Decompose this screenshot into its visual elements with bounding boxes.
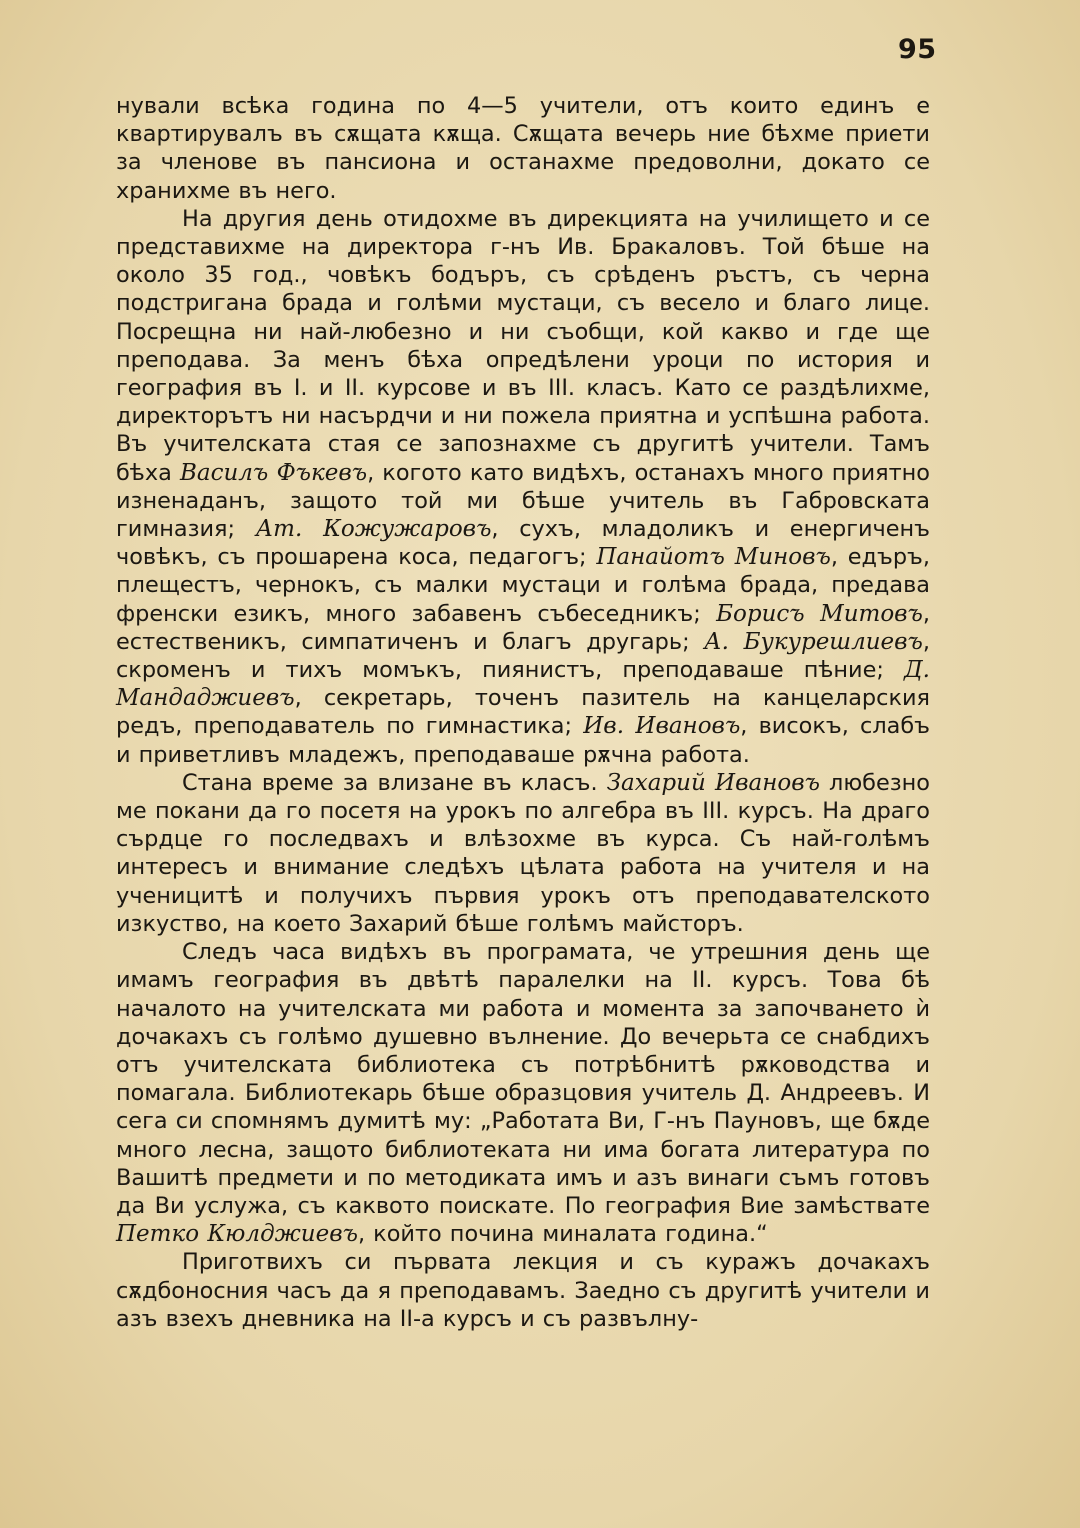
paragraph [116, 1248, 930, 1333]
teacher-name: Петко Кюлджиевъ [116, 1221, 358, 1248]
page-number: 95 [898, 34, 937, 65]
text-segment: Стана време за влизане въ класъ. [182, 769, 607, 796]
teacher-name: Панайотъ Миновъ [596, 544, 831, 571]
text-segment: нували всѣка година по 4—5 учители, отъ които единъ е квартирувалъ въ сѫщата кѫща. Сѫщата вечерь ние бѣхме приети за членове въ пансиона и останахме предоволни, докато се хранихме въ него. [116, 93, 930, 204]
teacher-name: Захарий Ивановъ [606, 769, 820, 796]
text-segment: , сухъ, младоликъ и енергиченъ човѣкъ, съ прошарена коса, педагогъ; [116, 516, 930, 571]
teacher-name: Василъ Фъкевъ [179, 459, 368, 486]
text-segment: Следъ часа видѣхъ въ програмата, че утрешния день ще имамъ география въ двѣтѣ паралелки на II. курсъ. Това бѣ началото на учителската ми работа и момента за започването ѝ дочакахъ съ голѣмо душевно вълнение. До вечерьта се снабдихъ отъ учителската библиотека съ потрѣбнитѣ рѫководства и помагала. Библиотекарь бѣше образцовия учитель Д. Андреевъ. И сега си спомнямъ думитѣ му: „Работата Ви, Г-нъ Пауновъ, ще бѫде много лесна, защото библиотеката ни има богата литература по Вашитѣ предмети и по методиката имъ и азъ винаги съмъ готовъ да Ви услужа, съ каквото поискате. По география Вие замѣствате [116, 939, 930, 1219]
text-segment: любезно ме покани да го посетя на урокъ по алгебра въ III. курсъ. На драго сърдце го последвахъ и влѣзохме въ курса. Съ най-голѣмъ интересъ и внимание следѣхъ цѣлата работа на учителя и на ученицитѣ и получихъ първия урокъ отъ преподавателското изкуство, на което Захарий бѣше голѣмъ майсторъ. [116, 769, 930, 937]
teacher-name: Ат. Кожужаровъ [255, 516, 492, 543]
paragraph [116, 205, 930, 769]
text-segment: На другия день отидохме въ дирекцията на училището и се представихме на директора г-нъ Ив. Бракаловъ. Той бѣше на около 35 год., човѣкъ бодъръ, съ срѣденъ ръстъ, съ черна подстригана брада и голѣми мустаци, съ весело и благо лице. Посрещна ни най-любезно и ни съобщи, кой какво и где ще преподава. За менъ бѣха опредѣлени уроци по история и география въ I. и II. курсове и въ III. класъ. Като се раздѣлихме, директорътъ ни насърдчи и ни пожела приятна и успѣшна работа. Въ учителската стая се запознахме съ другитѣ учители. Тамъ бѣха [116, 205, 930, 486]
paragraph [116, 92, 930, 205]
text-segment: , секретарь, точенъ пазитель на канцеларския редъ, преподаватель по гимнастика; [116, 685, 930, 740]
paragraph [116, 938, 930, 1248]
text-segment: , който почина миналата година.“ [357, 1221, 768, 1248]
text-segment: , високъ, слабъ и приветливъ младежъ, преподаваше рѫчна работа. [116, 713, 931, 768]
text-segment: , едъръ, плещестъ, чернокъ, съ малки мустаци и голѣма брада, предава френски езикъ, много забавенъ събеседникъ; [116, 544, 930, 627]
text-segment: , скроменъ и тихъ момъкъ, пиянистъ, преподаваше пѣние; [116, 628, 930, 684]
teacher-name: Ив. Ивановъ [583, 713, 741, 740]
body-text [116, 92, 930, 1333]
text-segment: , когото като видѣхъ, останахъ много приятно изненаданъ, защото той ми бѣше учитель въ Габровската гимназия; [116, 459, 930, 543]
text-segment: Приготвихъ си първата лекция и съ куражъ дочакахъ сѫдбоносния часъ да я преподавамъ. Заедно съ другитѣ учители и азъ взехъ дневника на II-а курсъ и съ развълну- [116, 1249, 930, 1332]
teacher-name: Борисъ Митовъ [716, 600, 923, 627]
text-segment: , естественикъ, симпатиченъ и благъ другарь; [116, 600, 931, 655]
teacher-name: Д. Мандаджиевъ [116, 657, 930, 712]
teacher-name: А. Букурешлиевъ [704, 628, 923, 655]
paragraph [116, 769, 930, 938]
